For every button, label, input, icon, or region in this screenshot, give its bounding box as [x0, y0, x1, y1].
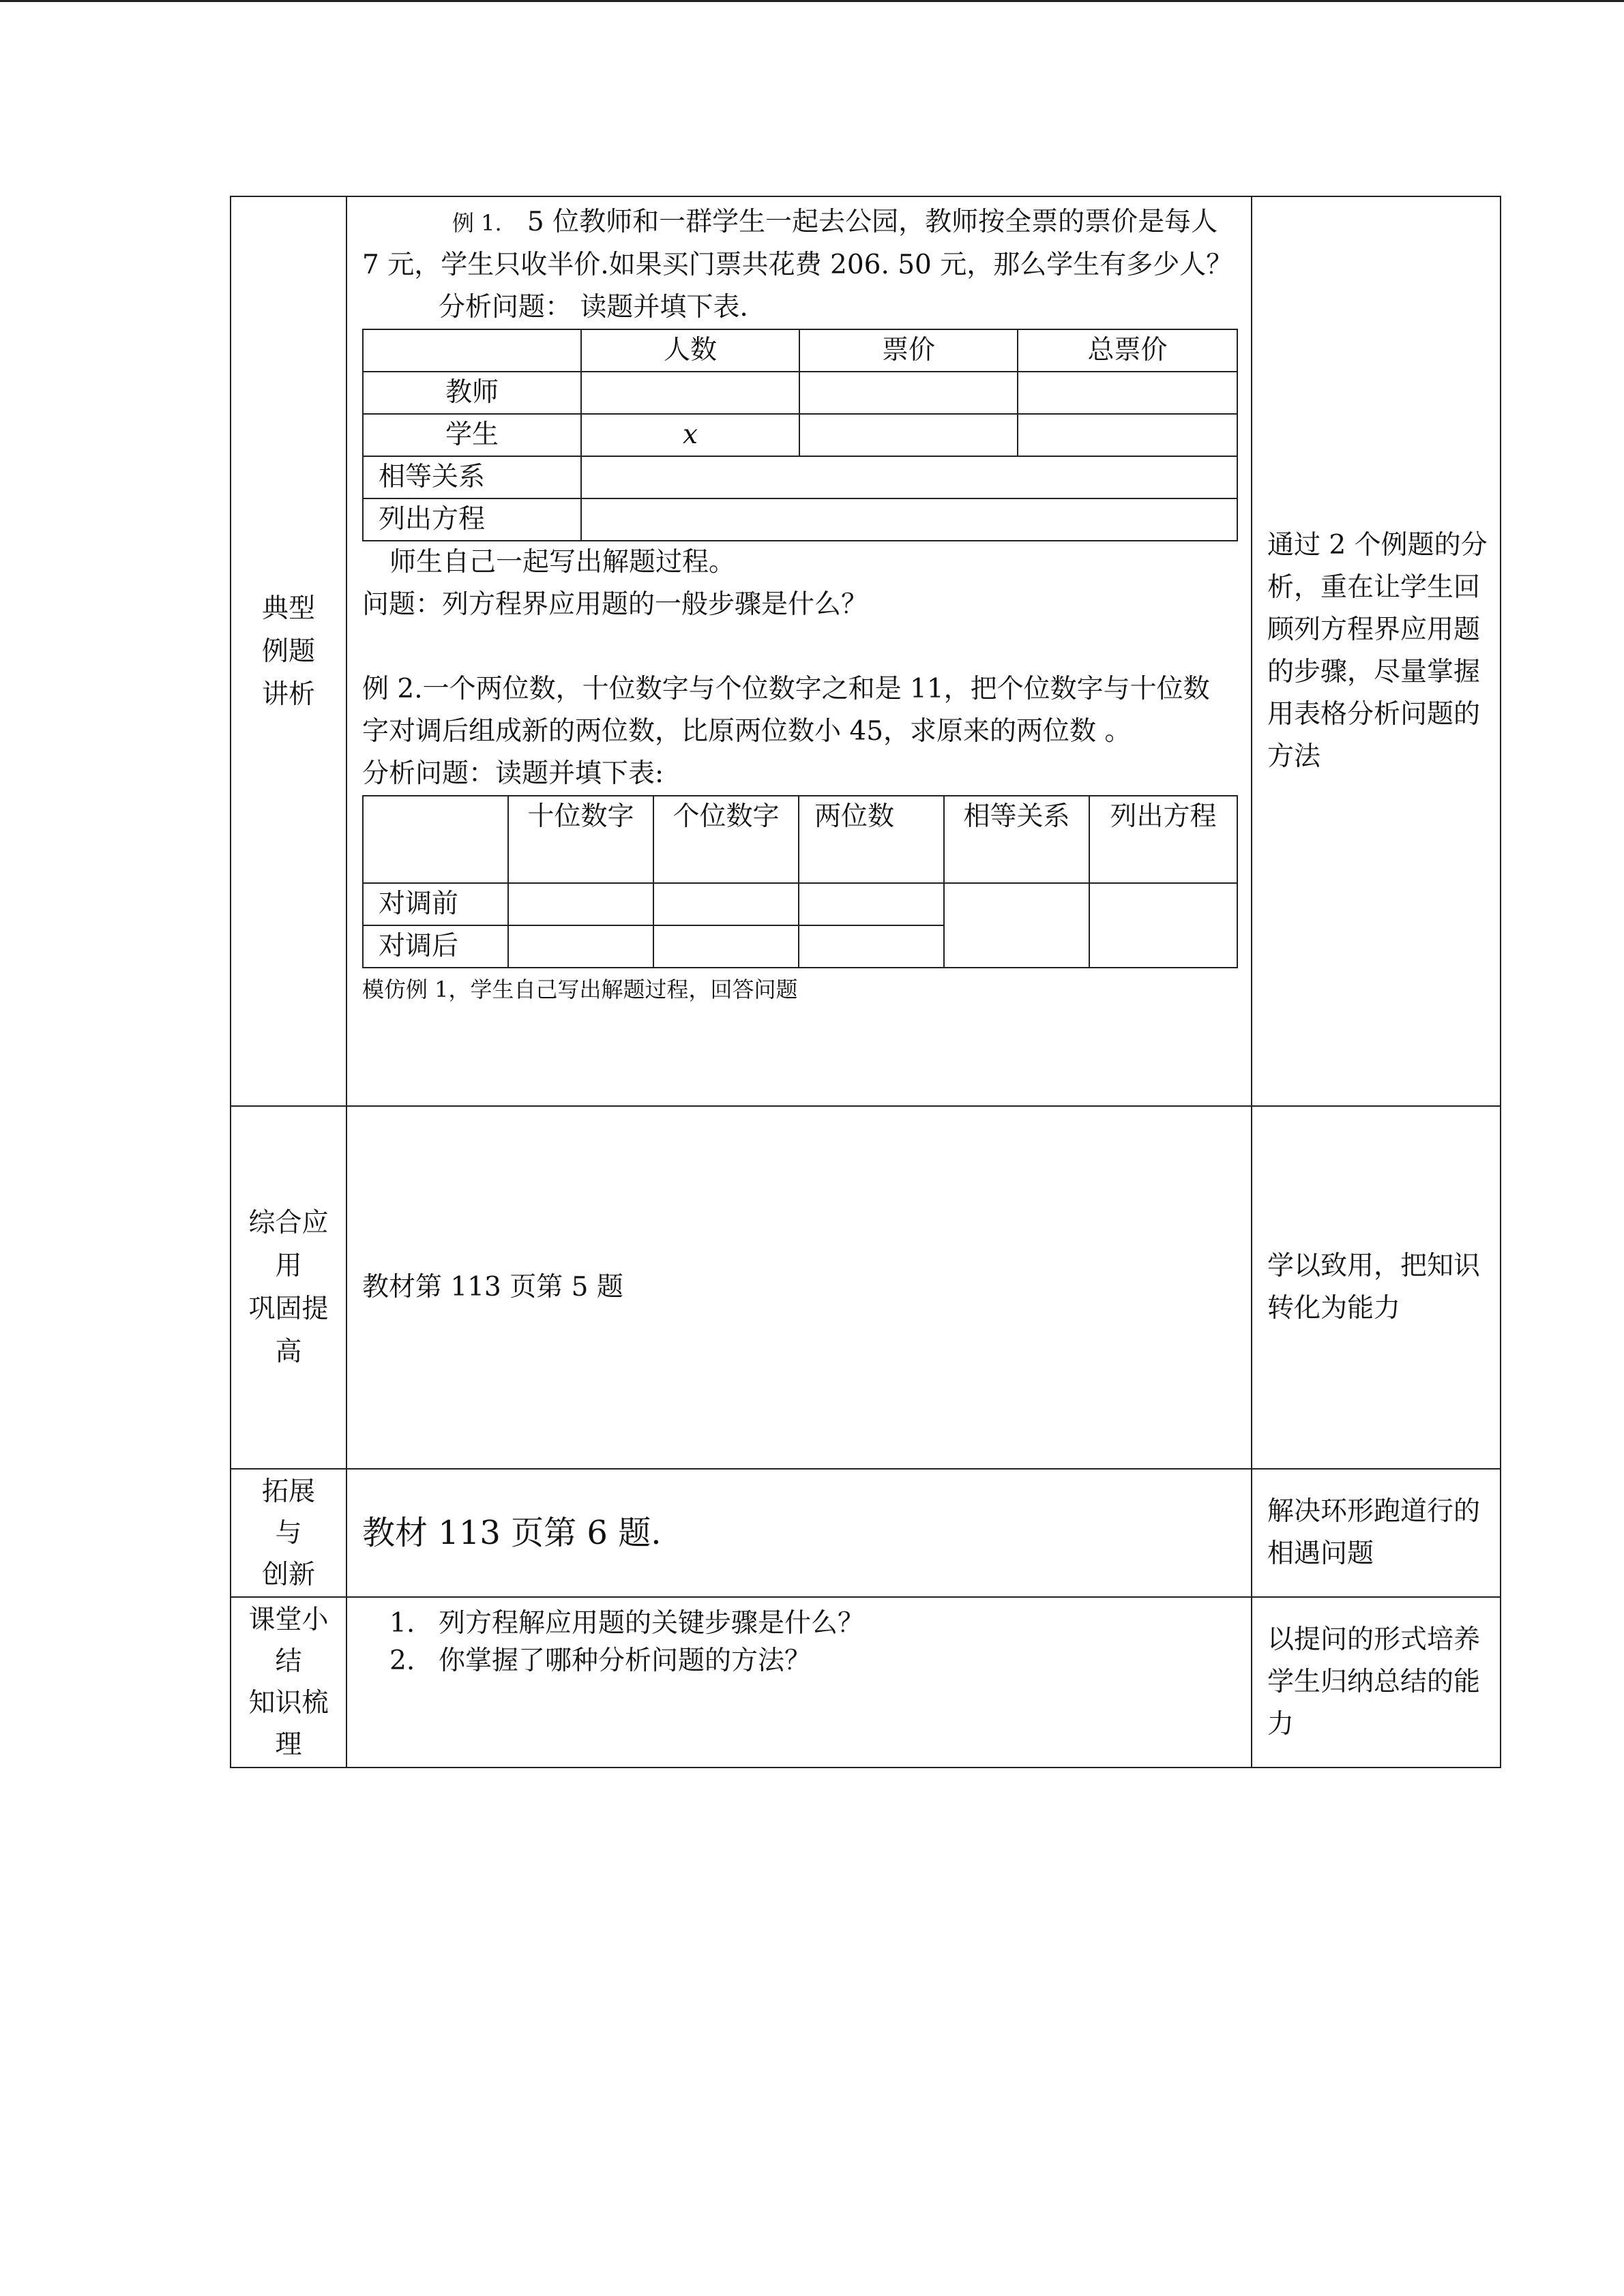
table-cell — [581, 372, 799, 414]
row-extension — [231, 1469, 1501, 1597]
table-cell — [581, 498, 1237, 541]
row-application — [231, 1106, 1501, 1469]
category-line: 理 — [275, 1729, 302, 1760]
table-cell: 相等关系 — [363, 456, 581, 498]
table-cell — [799, 925, 944, 968]
table-cell — [508, 883, 653, 925]
row-typical-examples — [231, 196, 1501, 1106]
table-cell — [653, 925, 799, 968]
table-cell — [944, 883, 1089, 968]
example1-paragraph — [362, 201, 1236, 286]
table-cell — [799, 883, 944, 925]
category-line: 课堂小 — [248, 1605, 329, 1635]
table-header-cell: 相等关系 — [944, 796, 1089, 883]
content-cell: 教材第 113 页第 5 题 — [346, 1106, 1252, 1469]
blank-line — [362, 626, 1236, 668]
example1-analysis: 分析问题： 读题并填下表. — [439, 292, 748, 323]
note-cell: 通过 2 个例题的分析，重在让学生回顾列方程界应用题的步骤，尽量掌握用表格分析问题的方法 — [1252, 196, 1501, 1106]
category-line: 讲析 — [261, 679, 315, 710]
table-cell: x — [581, 414, 799, 456]
table-header-row — [363, 329, 1237, 372]
table-cell — [799, 414, 1018, 456]
table-cell — [1018, 414, 1237, 456]
category-cell — [231, 1597, 346, 1768]
category-cell — [231, 196, 346, 1106]
category-line: 知识梳 — [248, 1688, 329, 1718]
category-line: 结 — [275, 1646, 302, 1677]
table-row — [363, 498, 1237, 541]
list-number: 1. — [389, 1608, 415, 1639]
table-row — [363, 883, 1237, 925]
table-cell — [799, 372, 1018, 414]
category-cell — [231, 1106, 346, 1469]
table-header-cell: 列出方程 — [1089, 796, 1237, 883]
table-header-cell: 票价 — [799, 329, 1018, 372]
content-cell — [346, 196, 1252, 1106]
table-cell: 对调前 — [363, 883, 508, 925]
table-cell — [1018, 372, 1237, 414]
table-header-cell: 总票价 — [1018, 329, 1237, 372]
category-line: 典型 — [261, 593, 315, 624]
list-text: 列方程解应用题的关键步骤是什么？ — [439, 1608, 865, 1639]
row-summary — [231, 1597, 1501, 1768]
example1-question: 问题：列方程界应用题的一般步骤是什么？ — [362, 589, 868, 620]
table-header-cell: 两位数 — [799, 796, 944, 883]
table-row — [363, 372, 1237, 414]
list-number: 2. — [389, 1645, 415, 1676]
table-cell: 对调后 — [363, 925, 508, 968]
category-line: 用 — [275, 1251, 302, 1281]
list-item — [347, 1605, 1251, 1642]
table-header-row — [363, 796, 1237, 883]
table-cell — [653, 883, 799, 925]
table-header-cell: 人数 — [581, 329, 799, 372]
example2-analysis: 分析问题：读题并填下表: — [362, 758, 664, 789]
table-header-cell: 个位数字 — [653, 796, 799, 883]
list-item — [347, 1642, 1251, 1680]
example1-text: 5 位教师和一群学生一起去公园，教师按全票的票价是每人 7 元，学生只收半价.如果买门票共花费 206. 50 元，那么学生有多少人？ — [362, 207, 1233, 280]
category-line: 与 — [275, 1517, 302, 1549]
list-text: 你掌握了哪种分析问题的方法？ — [439, 1645, 812, 1676]
category-line: 高 — [275, 1337, 302, 1367]
example1-after: 师生自己一起写出解题过程。 — [389, 547, 736, 578]
table-cell — [508, 925, 653, 968]
table-cell: 教师 — [363, 372, 581, 414]
table-cell: 列出方程 — [363, 498, 581, 541]
category-line: 例题 — [261, 636, 315, 667]
table-cell: 学生 — [363, 414, 581, 456]
table-row — [363, 456, 1237, 498]
content-cell — [346, 1597, 1252, 1768]
lesson-plan-table — [230, 196, 1501, 1768]
table-cell — [1089, 883, 1237, 968]
table-header-cell: 十位数字 — [508, 796, 653, 883]
table-cell — [581, 456, 1237, 498]
category-cell — [231, 1469, 346, 1597]
note-cell: 解决环形跑道行的相遇问题 — [1252, 1469, 1501, 1597]
content-cell: 教材 113 页第 6 题. — [346, 1469, 1252, 1597]
example1-label: 例 1. — [452, 210, 502, 236]
table-header-cell — [363, 796, 508, 883]
table-header-cell — [363, 329, 581, 372]
note-cell: 以提问的形式培养学生归纳总结的能力 — [1252, 1597, 1501, 1768]
example2-footnote: 模仿例 1，学生自己写出解题过程，回答问题 — [362, 976, 798, 1002]
category-line: 巩固提 — [248, 1294, 329, 1324]
category-line: 综合应 — [248, 1208, 329, 1238]
table-row — [363, 414, 1237, 456]
category-line: 创新 — [261, 1559, 315, 1590]
category-line: 拓展 — [261, 1476, 315, 1507]
example2-table — [362, 795, 1238, 968]
note-cell: 学以致用，把知识转化为能力 — [1252, 1106, 1501, 1469]
example1-table — [362, 329, 1238, 541]
example2-text: 例 2.一个两位数，十位数字与个位数字之和是 11，把个位数字与十位数字对调后组成新的两位数，比原两位数小 45，求原来的两位数 。 — [362, 674, 1210, 747]
